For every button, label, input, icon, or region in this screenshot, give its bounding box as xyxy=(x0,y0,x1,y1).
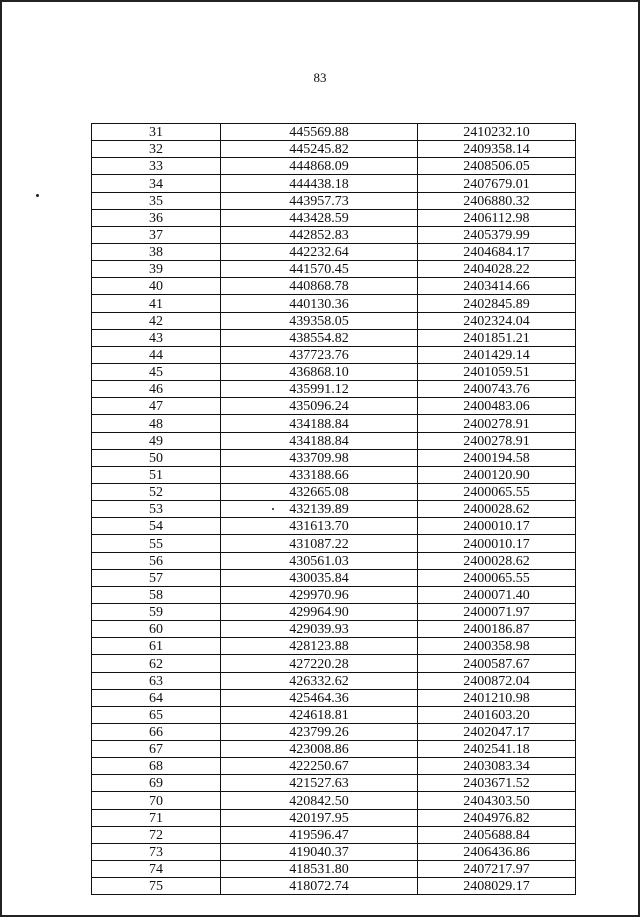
x-coordinate-cell: 435991.12 xyxy=(221,381,418,398)
point-number-cell: 51 xyxy=(92,466,221,483)
point-number-cell: 73 xyxy=(92,843,221,860)
x-coordinate-cell: 443957.73 xyxy=(221,192,418,209)
x-coordinate-cell: 422250.67 xyxy=(221,758,418,775)
point-number-cell: 61 xyxy=(92,638,221,655)
x-coordinate-cell: 445569.88 xyxy=(221,124,418,141)
x-coordinate-cell: 430561.03 xyxy=(221,552,418,569)
x-coordinate-cell: 418072.74 xyxy=(221,878,418,895)
table-row xyxy=(92,346,576,363)
point-number-cell: 43 xyxy=(92,329,221,346)
y-coordinate-cell: 2404303.50 xyxy=(418,792,576,809)
point-number-cell: 58 xyxy=(92,586,221,603)
table-row xyxy=(92,706,576,723)
x-coordinate-cell: 442852.83 xyxy=(221,226,418,243)
y-coordinate-cell: 2400071.40 xyxy=(418,586,576,603)
page-number: 83 xyxy=(313,70,327,85)
y-coordinate-cell: 2402541.18 xyxy=(418,741,576,758)
point-number-cell: 48 xyxy=(92,415,221,432)
table-row xyxy=(92,141,576,158)
table-row xyxy=(92,655,576,672)
table-row xyxy=(92,312,576,329)
table-row xyxy=(92,483,576,500)
point-number-cell: 39 xyxy=(92,261,221,278)
point-number-cell: 71 xyxy=(92,809,221,826)
y-coordinate-cell: 2407679.01 xyxy=(418,175,576,192)
y-coordinate-cell: 2400010.17 xyxy=(418,535,576,552)
point-number-cell: 34 xyxy=(92,175,221,192)
point-number-cell: 40 xyxy=(92,278,221,295)
y-coordinate-cell: 2400358.98 xyxy=(418,638,576,655)
y-coordinate-cell: 2403083.34 xyxy=(418,758,576,775)
table-row xyxy=(92,689,576,706)
point-number-cell: 52 xyxy=(92,483,221,500)
y-coordinate-cell: 2400278.91 xyxy=(418,432,576,449)
x-coordinate-cell: 431087.22 xyxy=(221,535,418,552)
table-row xyxy=(92,432,576,449)
x-coordinate-cell: 423799.26 xyxy=(221,723,418,740)
point-number-cell: 75 xyxy=(92,878,221,895)
x-coordinate-cell: 445245.82 xyxy=(221,141,418,158)
table-row xyxy=(92,809,576,826)
table-row xyxy=(92,638,576,655)
x-coordinate-cell: 433709.98 xyxy=(221,449,418,466)
point-number-cell: 53 xyxy=(92,501,221,518)
x-coordinate-cell: 438554.82 xyxy=(221,329,418,346)
table-row xyxy=(92,843,576,860)
y-coordinate-cell: 2400120.90 xyxy=(418,466,576,483)
point-number-cell: 33 xyxy=(92,158,221,175)
point-number-cell: 46 xyxy=(92,381,221,398)
y-coordinate-cell: 2400483.06 xyxy=(418,398,576,415)
table-row xyxy=(92,586,576,603)
table-row xyxy=(92,741,576,758)
table-row xyxy=(92,209,576,226)
y-coordinate-cell: 2408029.17 xyxy=(418,878,576,895)
table-row xyxy=(92,158,576,175)
coordinates-table-body xyxy=(92,124,576,895)
x-coordinate-cell: 442232.64 xyxy=(221,243,418,260)
y-coordinate-cell: 2400587.67 xyxy=(418,655,576,672)
x-coordinate-cell: 444438.18 xyxy=(221,175,418,192)
y-coordinate-cell: 2406436.86 xyxy=(418,843,576,860)
table-row xyxy=(92,518,576,535)
table-row xyxy=(92,826,576,843)
point-number-cell: 35 xyxy=(92,192,221,209)
x-coordinate-cell: 424618.81 xyxy=(221,706,418,723)
y-coordinate-cell: 2405379.99 xyxy=(418,226,576,243)
table-row xyxy=(92,175,576,192)
point-number-cell: 72 xyxy=(92,826,221,843)
table-row xyxy=(92,569,576,586)
y-coordinate-cell: 2404684.17 xyxy=(418,243,576,260)
x-coordinate-cell: 419596.47 xyxy=(221,826,418,843)
x-coordinate-cell: 420842.50 xyxy=(221,792,418,809)
point-number-cell: 54 xyxy=(92,518,221,535)
point-number-cell: 36 xyxy=(92,209,221,226)
table-row xyxy=(92,621,576,638)
point-number-cell: 66 xyxy=(92,723,221,740)
table-row xyxy=(92,758,576,775)
y-coordinate-cell: 2410232.10 xyxy=(418,124,576,141)
point-number-cell: 68 xyxy=(92,758,221,775)
y-coordinate-cell: 2400872.04 xyxy=(418,672,576,689)
y-coordinate-cell: 2409358.14 xyxy=(418,141,576,158)
coordinates-table xyxy=(91,123,576,895)
point-number-cell: 49 xyxy=(92,432,221,449)
y-coordinate-cell: 2400010.17 xyxy=(418,518,576,535)
point-number-cell: 65 xyxy=(92,706,221,723)
x-coordinate-cell: 440868.78 xyxy=(221,278,418,295)
y-coordinate-cell: 2404028.22 xyxy=(418,261,576,278)
x-coordinate-cell: 444868.09 xyxy=(221,158,418,175)
x-coordinate-cell: 432665.08 xyxy=(221,483,418,500)
table-row xyxy=(92,243,576,260)
point-number-cell: 63 xyxy=(92,672,221,689)
point-number-cell: 69 xyxy=(92,775,221,792)
y-coordinate-cell: 2403414.66 xyxy=(418,278,576,295)
y-coordinate-cell: 2408506.05 xyxy=(418,158,576,175)
point-number-cell: 55 xyxy=(92,535,221,552)
y-coordinate-cell: 2402845.89 xyxy=(418,295,576,312)
point-number-cell: 31 xyxy=(92,124,221,141)
point-number-cell: 56 xyxy=(92,552,221,569)
point-number-cell: 59 xyxy=(92,603,221,620)
table-row xyxy=(92,329,576,346)
table-row xyxy=(92,861,576,878)
point-number-cell: 70 xyxy=(92,792,221,809)
x-coordinate-cell: 436868.10 xyxy=(221,363,418,380)
y-coordinate-cell: 2402047.17 xyxy=(418,723,576,740)
y-coordinate-cell: 2401851.21 xyxy=(418,329,576,346)
table-row xyxy=(92,381,576,398)
scan-speck xyxy=(36,194,39,197)
x-coordinate-cell: 418531.80 xyxy=(221,861,418,878)
y-coordinate-cell: 2400028.62 xyxy=(418,501,576,518)
point-number-cell: 50 xyxy=(92,449,221,466)
x-coordinate-cell: 428123.88 xyxy=(221,638,418,655)
table-row xyxy=(92,295,576,312)
y-coordinate-cell: 2400186.87 xyxy=(418,621,576,638)
point-number-cell: 57 xyxy=(92,569,221,586)
x-coordinate-cell: 431613.70 xyxy=(221,518,418,535)
y-coordinate-cell: 2400743.76 xyxy=(418,381,576,398)
table-row xyxy=(92,449,576,466)
y-coordinate-cell: 2400065.55 xyxy=(418,483,576,500)
point-number-cell: 37 xyxy=(92,226,221,243)
point-number-cell: 45 xyxy=(92,363,221,380)
table-row xyxy=(92,672,576,689)
x-coordinate-cell: 420197.95 xyxy=(221,809,418,826)
x-coordinate-cell: 434188.84 xyxy=(221,415,418,432)
table-row xyxy=(92,192,576,209)
table-row xyxy=(92,363,576,380)
point-number-cell: 62 xyxy=(92,655,221,672)
x-coordinate-cell: 429970.96 xyxy=(221,586,418,603)
x-coordinate-cell: 426332.62 xyxy=(221,672,418,689)
point-number-cell: 32 xyxy=(92,141,221,158)
y-coordinate-cell: 2405688.84 xyxy=(418,826,576,843)
point-number-cell: 74 xyxy=(92,861,221,878)
x-coordinate-cell: 434188.84 xyxy=(221,432,418,449)
point-number-cell: 64 xyxy=(92,689,221,706)
table-row xyxy=(92,261,576,278)
y-coordinate-cell: 2400065.55 xyxy=(418,569,576,586)
point-number-cell: 44 xyxy=(92,346,221,363)
y-coordinate-cell: 2400194.58 xyxy=(418,449,576,466)
y-coordinate-cell: 2400028.62 xyxy=(418,552,576,569)
y-coordinate-cell: 2400278.91 xyxy=(418,415,576,432)
table-row xyxy=(92,226,576,243)
x-coordinate-cell: 432139.89 xyxy=(221,501,418,518)
table-row xyxy=(92,278,576,295)
x-coordinate-cell: 439358.05 xyxy=(221,312,418,329)
y-coordinate-cell: 2402324.04 xyxy=(418,312,576,329)
page-border-top xyxy=(0,0,640,2)
x-coordinate-cell: 437723.76 xyxy=(221,346,418,363)
x-coordinate-cell: 421527.63 xyxy=(221,775,418,792)
table-row xyxy=(92,466,576,483)
x-coordinate-cell: 427220.28 xyxy=(221,655,418,672)
y-coordinate-cell: 2407217.97 xyxy=(418,861,576,878)
table-row xyxy=(92,535,576,552)
y-coordinate-cell: 2401429.14 xyxy=(418,346,576,363)
table-row xyxy=(92,792,576,809)
x-coordinate-cell: 425464.36 xyxy=(221,689,418,706)
point-number-cell: 38 xyxy=(92,243,221,260)
table-row xyxy=(92,398,576,415)
x-coordinate-cell: 429964.90 xyxy=(221,603,418,620)
x-coordinate-cell: 423008.86 xyxy=(221,741,418,758)
table-row xyxy=(92,878,576,895)
x-coordinate-cell: 435096.24 xyxy=(221,398,418,415)
table-row xyxy=(92,124,576,141)
point-number-cell: 42 xyxy=(92,312,221,329)
y-coordinate-cell: 2401603.20 xyxy=(418,706,576,723)
point-number-cell: 60 xyxy=(92,621,221,638)
page-border-left xyxy=(0,0,2,917)
x-coordinate-cell: 441570.45 xyxy=(221,261,418,278)
y-coordinate-cell: 2403671.52 xyxy=(418,775,576,792)
table-row xyxy=(92,415,576,432)
point-number-cell: 47 xyxy=(92,398,221,415)
table-row xyxy=(92,775,576,792)
x-coordinate-cell: 440130.36 xyxy=(221,295,418,312)
x-coordinate-cell: 433188.66 xyxy=(221,466,418,483)
y-coordinate-cell: 2404976.82 xyxy=(418,809,576,826)
x-coordinate-cell: 429039.93 xyxy=(221,621,418,638)
table-row xyxy=(92,603,576,620)
y-coordinate-cell: 2401210.98 xyxy=(418,689,576,706)
y-coordinate-cell: 2400071.97 xyxy=(418,603,576,620)
x-coordinate-cell: 430035.84 xyxy=(221,569,418,586)
x-coordinate-cell: 443428.59 xyxy=(221,209,418,226)
y-coordinate-cell: 2406112.98 xyxy=(418,209,576,226)
y-coordinate-cell: 2406880.32 xyxy=(418,192,576,209)
point-number-cell: 41 xyxy=(92,295,221,312)
table-row xyxy=(92,501,576,518)
table-row xyxy=(92,552,576,569)
y-coordinate-cell: 2401059.51 xyxy=(418,363,576,380)
point-number-cell: 67 xyxy=(92,741,221,758)
x-coordinate-cell: 419040.37 xyxy=(221,843,418,860)
table-row xyxy=(92,723,576,740)
